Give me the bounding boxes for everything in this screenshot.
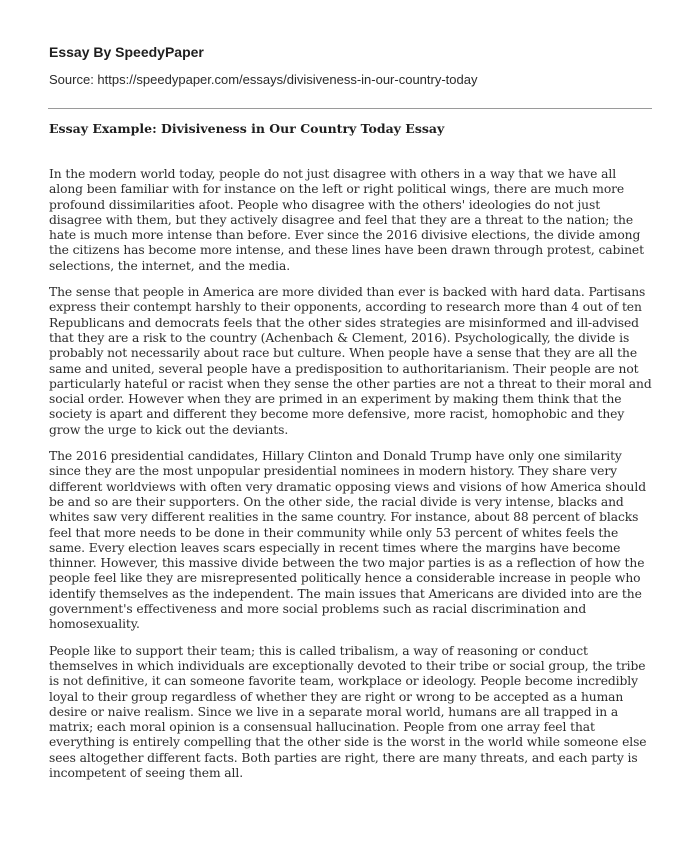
source-line: Source: https://speedypaper.com/essays/divisiveness-in-our-country-today <box>49 72 478 87</box>
document-title: Essay By SpeedyPaper <box>49 44 204 60</box>
essay-paragraph: The sense that people in America are more divided than ever is backed with hard data. Partisans express their contempt harshly to their opponents, according to research more than 4 out of ten Republicans and democrats feels that the other sides strategies are misinformed and ill-advised that they are a risk to the country (Achenbach & Clement, 2016). Psychologically, the divide is probably not necessarily about race but culture. When people have a sense that they are all the same and united, several people have a predisposition to authoritarianism. Their people are not particularly hateful or racist when they sense the other parties are not a threat to their moral and social order. However when they are primed in an experiment by making them think that the society is apart and different they become more defensive, more racist, homophobic and they grow the urge to kick out the deviants. <box>49 285 652 437</box>
essay-heading: Essay Example: Divisiveness in Our Country Today Essay <box>49 121 445 136</box>
essay-body <box>49 167 653 792</box>
divider <box>48 108 652 109</box>
essay-paragraph: In the modern world today, people do not just disagree with others in a way that we have all along been familiar with for instance on the left or right political wings, there are much more profound dissimilarities afoot. People who disagree with the others' ideologies do not just disagree with them, but they actively disagree and feel that they are a threat to the nation; the hate is much more intense than before. Ever since the 2016 divisive elections, the divide among the citizens has become more intense, and these lines have been drawn through protest, cabinet selections, the internet, and the media. <box>49 167 644 273</box>
essay-paragraph: The 2016 presidential candidates, Hillary Clinton and Donald Trump have only one similarity since they are the most unpopular presidential nominees in modern history. They share very different worldviews with often very dramatic opposing views and visions of how America should be and so are their supporters. On the other side, the racial divide is very intense, blacks and whites saw very different realities in the same country. For instance, about 88 percent of blacks feel that more needs to be done in their community while only 53 percent of whites feels the same. Every election leaves scars especially in recent times where the margins have become thinner. However, this massive divide between the two major parties is as a reflection of how the people feel like they are misrepresented politically hence a considerable increase in people who identify themselves as the independent. The main issues that Americans are divided into are the government's effectiveness and more social problems such as racial discrimination and homosexuality. <box>49 449 646 632</box>
essay-paragraph: People like to support their team; this is called tribalism, a way of reasoning or conduct themselves in which individuals are exceptionally devoted to their tribe or social group, the tribe is not definitive, it can someone favorite team, workplace or ideology. People become incredibly loyal to their group regardless of whether they are right or wrong to be accepted as a human desire or naive realism. Since we live in a separate moral world, humans are all trapped in a matrix; each moral opinion is a consensual hallucination. People from one array feel that everything is entirely compelling that the other side is the worst in the world while someone else sees altogether different facts. Both parties are right, there are many threats, and each party is incompetent of seeing them all. <box>49 643 647 780</box>
